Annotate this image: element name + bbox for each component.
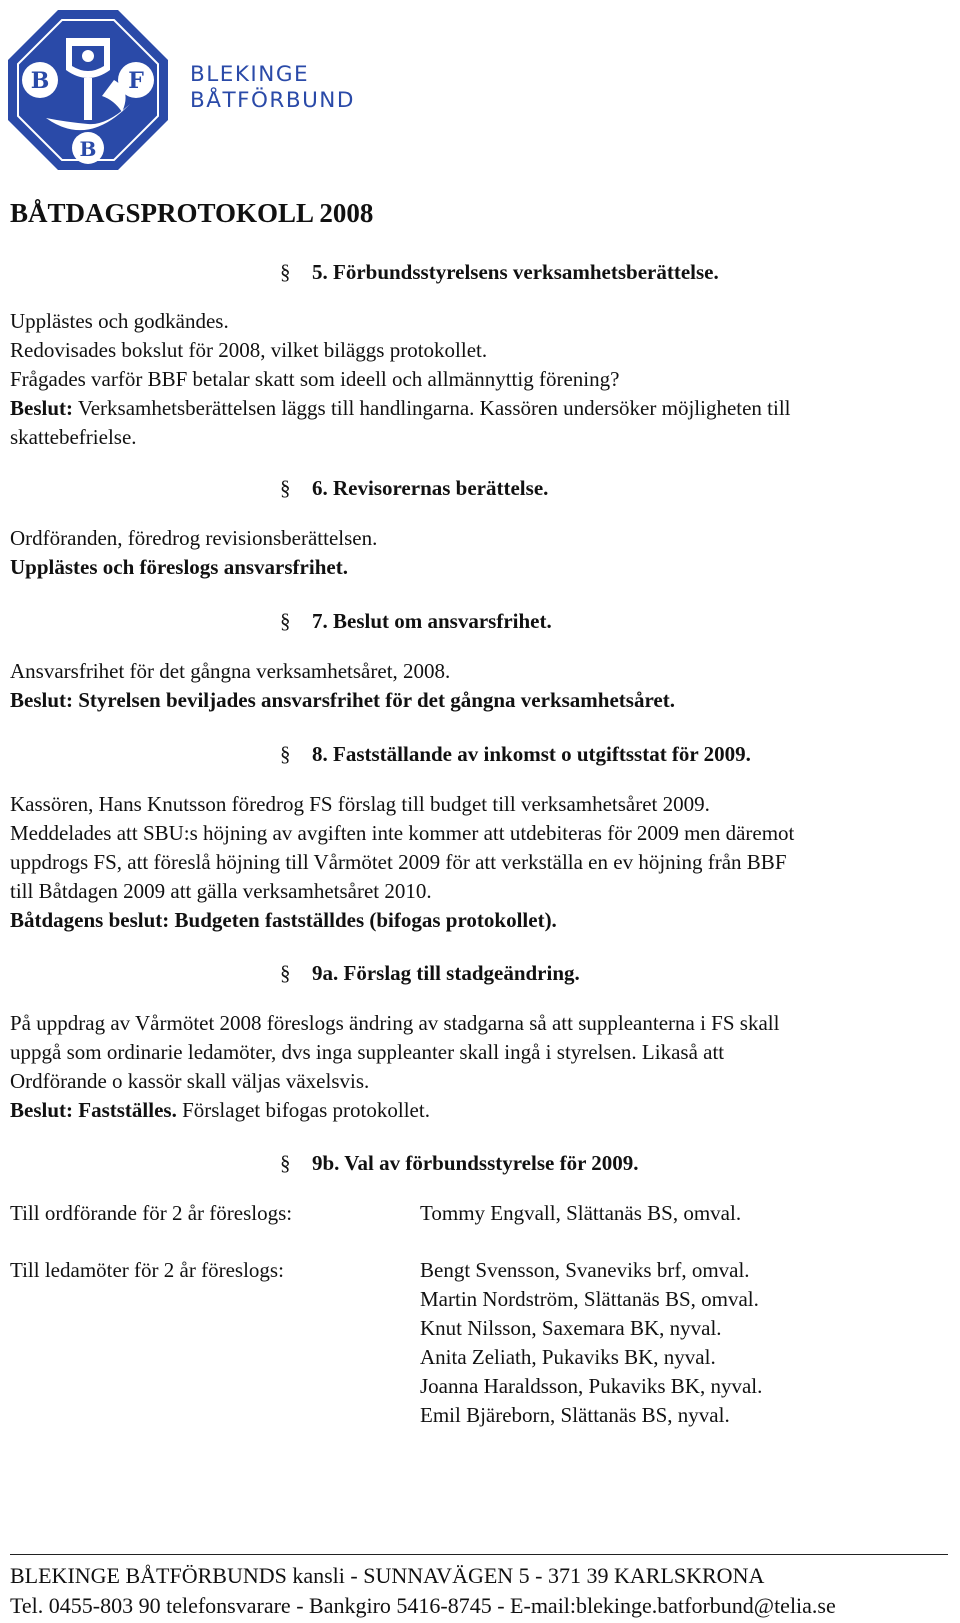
logo-letter-bottom: B: [79, 137, 97, 161]
members-label: Till ledamöter för 2 år föreslogs:: [10, 1258, 284, 1282]
brand-name-line2: BÅTFÖRBUND: [190, 88, 355, 113]
chair-label: Till ordförande för 2 år föreslogs:: [10, 1201, 293, 1225]
footer-contact: Tel. 0455-803 90 telefonsvarare - Bankgiro 5416-8745 - E-mail:blekinge.batforbund@telia.se: [10, 1593, 836, 1618]
s7-decision: Beslut: Styrelsen beviljades ansvarsfrihet för det gångna verksamhetsåret.: [10, 688, 675, 712]
brand-name-line1: BLEKINGE: [190, 62, 310, 87]
member-item: Anita Zeliath, Pukaviks BK, nyval.: [420, 1345, 716, 1369]
s6-line-2: Upplästes och föreslogs ansvarsfrihet.: [10, 555, 348, 579]
s8-decision: Båtdagens beslut: Budgeten fastställdes (bifogas protokollet).: [10, 908, 557, 932]
s9a-line-1: På uppdrag av Vårmötet 2008 föreslogs ändring av stadgarna så att suppleanterna i FS skall: [10, 1011, 780, 1035]
document-title: BÅTDAGSPROTOKOLL 2008: [10, 198, 374, 228]
chair-name: Tommy Engvall, Slättanäs BS, omval.: [420, 1201, 742, 1225]
s5-line-2: Redovisades bokslut för 2008, vilket biläggs protokollet.: [10, 338, 488, 362]
s6-line-1: Ordföranden, föredrog revisionsberättelsen.: [10, 526, 378, 550]
s5-decision: Beslut: Verksamhetsberättelsen läggs till handlingarna. Kassören undersöker möjligheten till: [10, 396, 791, 420]
s5-line-3: Frågades varför BBF betalar skatt som ideell och allmännyttig förening?: [10, 367, 620, 391]
footer-divider: [10, 1554, 948, 1555]
member-item: Bengt Svensson, Svaneviks brf, omval.: [420, 1258, 750, 1282]
section-5-heading: § 5. Förbundsstyrelsens verksamhetsberättelse.: [280, 260, 719, 284]
logo-letter-left: B: [30, 68, 50, 94]
member-item: Joanna Haraldsson, Pukaviks BK, nyval.: [420, 1374, 763, 1398]
section-mark: §: [280, 260, 291, 284]
section-6-heading: § 6. Revisorernas berättelse.: [280, 476, 549, 500]
s8-line-2: Meddelades att SBU:s höjning av avgiften inte kommer att utdebiteras för 2009 men däremot: [10, 821, 795, 845]
section-9b-heading: § 9b. Val av förbundsstyrelse för 2009.: [280, 1151, 639, 1175]
s8-line-4: till Båtdagen 2009 att gälla verksamhetsåret 2010.: [10, 879, 432, 903]
s9a-line-2: uppgå som ordinarie ledamöter, dvs inga suppleanter skall ingå i styrelsen. Likaså att: [10, 1040, 725, 1064]
s5-decision-cont: skattebefrielse.: [10, 425, 137, 449]
section-8-heading: § 8. Fastställande av inkomst o utgiftsstat för 2009.: [280, 742, 751, 766]
section-9a-heading: § 9a. Förslag till stadgeändring.: [280, 961, 580, 985]
s9a-decision: Beslut: Fastställes. Förslaget bifogas protokollet.: [10, 1098, 430, 1122]
s7-line-1: Ansvarsfrihet för det gångna verksamhetsåret, 2008.: [10, 659, 451, 683]
logo-letter-right: F: [128, 68, 144, 94]
section-7-heading: § 7. Beslut om ansvarsfrihet.: [280, 609, 552, 633]
footer-address: BLEKINGE BÅTFÖRBUNDS kansli - SUNNAVÄGEN 5 - 371 39 KARLSKRONA: [10, 1563, 765, 1588]
s8-line-1: Kassören, Hans Knutsson föredrog FS förslag till budget till verksamhetsåret 2009.: [10, 792, 710, 816]
blekinge-batforbund-logo: [6, 8, 170, 172]
s8-line-3: uppdrogs FS, att föreslå höjning till Vårmötet 2009 för att verkställa en ev höjning från BBF: [10, 850, 787, 874]
s9a-line-3: Ordförande o kassör skall väljas växelsvis.: [10, 1069, 370, 1093]
member-item: Knut Nilsson, Saxemara BK, nyval.: [420, 1316, 722, 1340]
s5-line-1: Upplästes och godkändes.: [10, 309, 229, 333]
member-item: Emil Bjäreborn, Slättanäs BS, nyval.: [420, 1403, 730, 1427]
member-item: Martin Nordström, Slättanäs BS, omval.: [420, 1287, 759, 1311]
